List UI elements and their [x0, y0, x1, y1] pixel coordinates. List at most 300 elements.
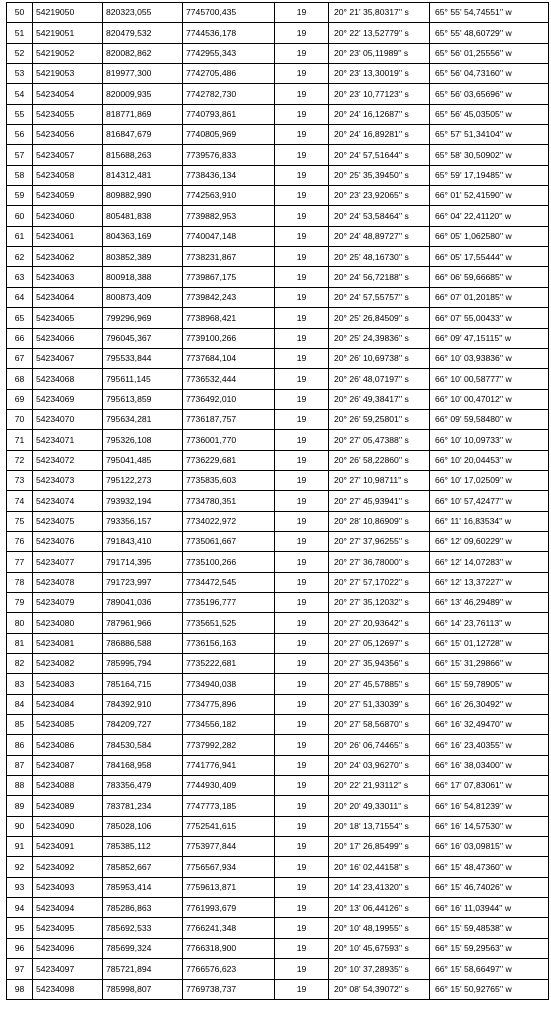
latitude-cell: 20° 27' 45,93941'' s	[329, 491, 430, 511]
utm-zone-cell: 19	[275, 918, 329, 938]
row-number-cell: 84	[7, 694, 33, 714]
point-code-cell: 54234077	[33, 552, 103, 572]
table-row	[7, 287, 549, 307]
latitude-cell: 20° 25' 48,16730'' s	[329, 247, 430, 267]
longitude-cell: 66° 16' 26,30492'' w	[430, 694, 549, 714]
easting-cell: 820082,862	[103, 43, 183, 63]
point-code-cell: 54234092	[33, 857, 103, 877]
latitude-cell: 20° 22' 13,52779'' s	[329, 23, 430, 43]
point-code-cell: 54234083	[33, 674, 103, 694]
longitude-cell: 66° 11' 16,83534'' w	[430, 511, 549, 531]
table-row	[7, 64, 549, 84]
longitude-cell: 66° 15' 31,29866'' w	[430, 654, 549, 674]
easting-cell: 785953,414	[103, 877, 183, 897]
point-code-cell: 54234091	[33, 837, 103, 857]
row-number-cell: 74	[7, 491, 33, 511]
latitude-cell: 20° 10' 48,19955'' s	[329, 918, 430, 938]
latitude-cell: 20° 24' 16,12687'' s	[329, 104, 430, 124]
table-row	[7, 389, 549, 409]
point-code-cell: 54234080	[33, 613, 103, 633]
utm-zone-cell: 19	[275, 267, 329, 287]
easting-cell: 795122,273	[103, 470, 183, 490]
row-number-cell: 81	[7, 633, 33, 653]
point-code-cell: 54219053	[33, 64, 103, 84]
latitude-cell: 20° 10' 45,67593'' s	[329, 938, 430, 958]
northing-cell: 7756567,934	[183, 857, 275, 877]
latitude-cell: 20° 25' 26,84509'' s	[329, 308, 430, 328]
coordinates-table	[6, 2, 549, 1000]
easting-cell: 795041,485	[103, 450, 183, 470]
longitude-cell: 66° 16' 11,03944'' w	[430, 898, 549, 918]
utm-zone-cell: 19	[275, 104, 329, 124]
northing-cell: 7742782,730	[183, 84, 275, 104]
utm-zone-cell: 19	[275, 796, 329, 816]
row-number-cell: 87	[7, 755, 33, 775]
table-row	[7, 409, 549, 429]
longitude-cell: 66° 16' 32,49470'' w	[430, 715, 549, 735]
easting-cell: 785286,863	[103, 898, 183, 918]
latitude-cell: 20° 08' 54,39072'' s	[329, 979, 430, 999]
northing-cell: 7739882,953	[183, 206, 275, 226]
northing-cell: 7745700,435	[183, 3, 275, 23]
point-code-cell: 54234061	[33, 226, 103, 246]
longitude-cell: 66° 07' 01,20185'' w	[430, 287, 549, 307]
utm-zone-cell: 19	[275, 348, 329, 368]
longitude-cell: 66° 10' 00,47012'' w	[430, 389, 549, 409]
easting-cell: 795533,844	[103, 348, 183, 368]
row-number-cell: 70	[7, 409, 33, 429]
utm-zone-cell: 19	[275, 43, 329, 63]
row-number-cell: 95	[7, 918, 33, 938]
utm-zone-cell: 19	[275, 470, 329, 490]
easting-cell: 795634,281	[103, 409, 183, 429]
row-number-cell: 56	[7, 125, 33, 145]
latitude-cell: 20° 24' 57,55757'' s	[329, 287, 430, 307]
northing-cell: 7739867,175	[183, 267, 275, 287]
row-number-cell: 51	[7, 23, 33, 43]
utm-zone-cell: 19	[275, 491, 329, 511]
row-number-cell: 62	[7, 247, 33, 267]
point-code-cell: 54234078	[33, 572, 103, 592]
utm-zone-cell: 19	[275, 776, 329, 796]
table-row	[7, 165, 549, 185]
longitude-cell: 65° 59' 17,19485'' w	[430, 165, 549, 185]
utm-zone-cell: 19	[275, 898, 329, 918]
latitude-cell: 20° 27' 20,93642'' s	[329, 613, 430, 633]
row-number-cell: 52	[7, 43, 33, 63]
table-row	[7, 959, 549, 979]
utm-zone-cell: 19	[275, 959, 329, 979]
longitude-cell: 66° 09' 47,15115'' w	[430, 328, 549, 348]
table-row	[7, 898, 549, 918]
northing-cell: 7734022,972	[183, 511, 275, 531]
easting-cell: 785028,106	[103, 816, 183, 836]
row-number-cell: 72	[7, 450, 33, 470]
northing-cell: 7735061,667	[183, 531, 275, 551]
longitude-cell: 65° 56' 03,65696'' w	[430, 84, 549, 104]
row-number-cell: 71	[7, 430, 33, 450]
northing-cell: 7742705,486	[183, 64, 275, 84]
point-code-cell: 54234066	[33, 328, 103, 348]
row-number-cell: 92	[7, 857, 33, 877]
easting-cell: 786886,588	[103, 633, 183, 653]
table-row	[7, 104, 549, 124]
table-row	[7, 328, 549, 348]
northing-cell: 7734780,351	[183, 491, 275, 511]
utm-zone-cell: 19	[275, 450, 329, 470]
latitude-cell: 20° 17' 26,85499'' s	[329, 837, 430, 857]
point-code-cell: 54234096	[33, 938, 103, 958]
utm-zone-cell: 19	[275, 755, 329, 775]
northing-cell: 7738231,867	[183, 247, 275, 267]
point-code-cell: 54234064	[33, 287, 103, 307]
table-row	[7, 694, 549, 714]
table-row	[7, 796, 549, 816]
longitude-cell: 66° 12' 09,60229'' w	[430, 531, 549, 551]
utm-zone-cell: 19	[275, 572, 329, 592]
row-number-cell: 69	[7, 389, 33, 409]
table-row	[7, 755, 549, 775]
utm-zone-cell: 19	[275, 409, 329, 429]
longitude-cell: 66° 15' 59,48538'' w	[430, 918, 549, 938]
longitude-cell: 66° 16' 03,09815'' w	[430, 837, 549, 857]
row-number-cell: 61	[7, 226, 33, 246]
row-number-cell: 76	[7, 531, 33, 551]
longitude-cell: 65° 57' 51,34104'' w	[430, 125, 549, 145]
northing-cell: 7739100,266	[183, 328, 275, 348]
utm-zone-cell: 19	[275, 613, 329, 633]
longitude-cell: 65° 56' 01,25556'' w	[430, 43, 549, 63]
row-number-cell: 77	[7, 552, 33, 572]
northing-cell: 7735651,525	[183, 613, 275, 633]
row-number-cell: 64	[7, 287, 33, 307]
table-row	[7, 247, 549, 267]
point-code-cell: 54234073	[33, 470, 103, 490]
easting-cell: 820323,055	[103, 3, 183, 23]
easting-cell: 819977,300	[103, 64, 183, 84]
northing-cell: 7735196,777	[183, 592, 275, 612]
point-code-cell: 54234094	[33, 898, 103, 918]
utm-zone-cell: 19	[275, 3, 329, 23]
northing-cell: 7737992,282	[183, 735, 275, 755]
longitude-cell: 66° 05' 1,062580'' w	[430, 226, 549, 246]
table-row	[7, 267, 549, 287]
table-row	[7, 633, 549, 653]
table-row	[7, 654, 549, 674]
latitude-cell: 20° 24' 03,96270'' s	[329, 755, 430, 775]
northing-cell: 7735222,681	[183, 654, 275, 674]
longitude-cell: 66° 15' 48,47360'' w	[430, 857, 549, 877]
latitude-cell: 20° 24' 16,89281'' s	[329, 125, 430, 145]
longitude-cell: 66° 15' 50,92765'' w	[430, 979, 549, 999]
northing-cell: 7766318,900	[183, 938, 275, 958]
latitude-cell: 20° 24' 48,89727'' s	[329, 226, 430, 246]
row-number-cell: 91	[7, 837, 33, 857]
row-number-cell: 79	[7, 592, 33, 612]
table-row	[7, 552, 549, 572]
row-number-cell: 88	[7, 776, 33, 796]
point-code-cell: 54234076	[33, 531, 103, 551]
point-code-cell: 54234089	[33, 796, 103, 816]
table-row	[7, 369, 549, 389]
longitude-cell: 66° 16' 14,57530'' w	[430, 816, 549, 836]
row-number-cell: 82	[7, 654, 33, 674]
point-code-cell: 54234087	[33, 755, 103, 775]
table-row	[7, 877, 549, 897]
latitude-cell: 20° 21' 35,80317'' s	[329, 3, 430, 23]
point-code-cell: 54234063	[33, 267, 103, 287]
utm-zone-cell: 19	[275, 938, 329, 958]
longitude-cell: 66° 16' 23,40355'' w	[430, 735, 549, 755]
table-row	[7, 938, 549, 958]
utm-zone-cell: 19	[275, 247, 329, 267]
point-code-cell: 54234062	[33, 247, 103, 267]
easting-cell: 785721,894	[103, 959, 183, 979]
point-code-cell: 54234095	[33, 918, 103, 938]
utm-zone-cell: 19	[275, 206, 329, 226]
longitude-cell: 66° 10' 17,02509'' w	[430, 470, 549, 490]
utm-zone-cell: 19	[275, 369, 329, 389]
utm-zone-cell: 19	[275, 308, 329, 328]
latitude-cell: 20° 18' 13,71554'' s	[329, 816, 430, 836]
northing-cell: 7737684,104	[183, 348, 275, 368]
northing-cell: 7744536,178	[183, 23, 275, 43]
latitude-cell: 20° 27' 51,33039'' s	[329, 694, 430, 714]
point-code-cell: 54234068	[33, 369, 103, 389]
utm-zone-cell: 19	[275, 552, 329, 572]
utm-zone-cell: 19	[275, 877, 329, 897]
longitude-cell: 66° 15' 58,66497'' w	[430, 959, 549, 979]
row-number-cell: 59	[7, 186, 33, 206]
row-number-cell: 83	[7, 674, 33, 694]
row-number-cell: 50	[7, 3, 33, 23]
utm-zone-cell: 19	[275, 145, 329, 165]
point-code-cell: 54234085	[33, 715, 103, 735]
table-row	[7, 226, 549, 246]
utm-zone-cell: 19	[275, 186, 329, 206]
easting-cell: 791843,410	[103, 531, 183, 551]
latitude-cell: 20° 23' 10,77123'' s	[329, 84, 430, 104]
table-row	[7, 308, 549, 328]
latitude-cell: 20° 27' 37,96255'' s	[329, 531, 430, 551]
northing-cell: 7742563,910	[183, 186, 275, 206]
latitude-cell: 20° 26' 48,07197'' s	[329, 369, 430, 389]
row-number-cell: 67	[7, 348, 33, 368]
point-code-cell: 54234081	[33, 633, 103, 653]
row-number-cell: 90	[7, 816, 33, 836]
latitude-cell: 20° 26' 10,69738'' s	[329, 348, 430, 368]
row-number-cell: 80	[7, 613, 33, 633]
table-row	[7, 43, 549, 63]
table-row	[7, 23, 549, 43]
latitude-cell: 20° 23' 05,11989'' s	[329, 43, 430, 63]
row-number-cell: 85	[7, 715, 33, 735]
latitude-cell: 20° 25' 24,39836'' s	[329, 328, 430, 348]
point-code-cell: 54234084	[33, 694, 103, 714]
easting-cell: 793356,157	[103, 511, 183, 531]
northing-cell: 7741776,941	[183, 755, 275, 775]
table-row	[7, 715, 549, 735]
latitude-cell: 20° 28' 10,86909'' s	[329, 511, 430, 531]
northing-cell: 7766241,348	[183, 918, 275, 938]
latitude-cell: 20° 26' 49,38417'' s	[329, 389, 430, 409]
utm-zone-cell: 19	[275, 226, 329, 246]
point-code-cell: 54234093	[33, 877, 103, 897]
point-code-cell: 54219052	[33, 43, 103, 63]
easting-cell: 814312,481	[103, 165, 183, 185]
utm-zone-cell: 19	[275, 979, 329, 999]
longitude-cell: 66° 15' 46,74026'' w	[430, 877, 549, 897]
latitude-cell: 20° 27' 05,12697'' s	[329, 633, 430, 653]
table-row	[7, 145, 549, 165]
point-code-cell: 54234075	[33, 511, 103, 531]
northing-cell: 7739576,833	[183, 145, 275, 165]
point-code-cell: 54234059	[33, 186, 103, 206]
easting-cell: 800918,388	[103, 267, 183, 287]
row-number-cell: 96	[7, 938, 33, 958]
row-number-cell: 54	[7, 84, 33, 104]
longitude-cell: 66° 13' 46,29489'' w	[430, 592, 549, 612]
latitude-cell: 20° 16' 02,44158'' s	[329, 857, 430, 877]
point-code-cell: 54234072	[33, 450, 103, 470]
easting-cell: 804363,169	[103, 226, 183, 246]
utm-zone-cell: 19	[275, 23, 329, 43]
utm-zone-cell: 19	[275, 816, 329, 836]
row-number-cell: 63	[7, 267, 33, 287]
point-code-cell: 54234056	[33, 125, 103, 145]
point-code-cell: 54234057	[33, 145, 103, 165]
utm-zone-cell: 19	[275, 694, 329, 714]
northing-cell: 7766576,623	[183, 959, 275, 979]
longitude-cell: 66° 10' 00,58777'' w	[430, 369, 549, 389]
northing-cell: 7735835,603	[183, 470, 275, 490]
northing-cell: 7734556,182	[183, 715, 275, 735]
table-row	[7, 918, 549, 938]
easting-cell: 820479,532	[103, 23, 183, 43]
utm-zone-cell: 19	[275, 857, 329, 877]
easting-cell: 795613,859	[103, 389, 183, 409]
easting-cell: 785385,112	[103, 837, 183, 857]
northing-cell: 7734472,545	[183, 572, 275, 592]
longitude-cell: 66° 01' 52,41590'' w	[430, 186, 549, 206]
utm-zone-cell: 19	[275, 511, 329, 531]
point-code-cell: 54234088	[33, 776, 103, 796]
utm-zone-cell: 19	[275, 165, 329, 185]
longitude-cell: 66° 12' 14,07283'' w	[430, 552, 549, 572]
longitude-cell: 66° 12' 13,37227'' w	[430, 572, 549, 592]
table-row	[7, 511, 549, 531]
table-row	[7, 979, 549, 999]
longitude-cell: 66° 07' 55,00433'' w	[430, 308, 549, 328]
longitude-cell: 65° 56' 45,03505'' w	[430, 104, 549, 124]
row-number-cell: 97	[7, 959, 33, 979]
easting-cell: 795611,145	[103, 369, 183, 389]
northing-cell: 7734940,038	[183, 674, 275, 694]
point-code-cell: 54219051	[33, 23, 103, 43]
utm-zone-cell: 19	[275, 287, 329, 307]
northing-cell: 7742955,343	[183, 43, 275, 63]
table-row	[7, 450, 549, 470]
longitude-cell: 65° 56' 04,73160'' w	[430, 64, 549, 84]
latitude-cell: 20° 27' 10,98711'' s	[329, 470, 430, 490]
easting-cell: 799296,969	[103, 308, 183, 328]
point-code-cell: 54234097	[33, 959, 103, 979]
longitude-cell: 65° 55' 48,60729'' w	[430, 23, 549, 43]
longitude-cell: 66° 16' 54,81239'' w	[430, 796, 549, 816]
point-code-cell: 54234090	[33, 816, 103, 836]
table-row	[7, 837, 549, 857]
point-code-cell: 54219050	[33, 3, 103, 23]
point-code-cell: 54234060	[33, 206, 103, 226]
longitude-cell: 66° 09' 59,58480'' w	[430, 409, 549, 429]
easting-cell: 793932,194	[103, 491, 183, 511]
easting-cell: 791714,395	[103, 552, 183, 572]
point-code-cell: 54234069	[33, 389, 103, 409]
table-row	[7, 348, 549, 368]
longitude-cell: 66° 17' 07,83061'' w	[430, 776, 549, 796]
northing-cell: 7747773,185	[183, 796, 275, 816]
longitude-cell: 66° 14' 23,76113'' w	[430, 613, 549, 633]
latitude-cell: 20° 24' 57,51644'' s	[329, 145, 430, 165]
point-code-cell: 54234071	[33, 430, 103, 450]
utm-zone-cell: 19	[275, 654, 329, 674]
easting-cell: 818771,869	[103, 104, 183, 124]
northing-cell: 7736229,681	[183, 450, 275, 470]
easting-cell: 795326,108	[103, 430, 183, 450]
northing-cell: 7736532,444	[183, 369, 275, 389]
table-row	[7, 186, 549, 206]
easting-cell: 785692,533	[103, 918, 183, 938]
utm-zone-cell: 19	[275, 633, 329, 653]
table-row	[7, 735, 549, 755]
longitude-cell: 66° 06' 59,66685'' w	[430, 267, 549, 287]
point-code-cell: 54234098	[33, 979, 103, 999]
row-number-cell: 55	[7, 104, 33, 124]
northing-cell: 7769738,737	[183, 979, 275, 999]
row-number-cell: 89	[7, 796, 33, 816]
latitude-cell: 20° 27' 05,47388'' s	[329, 430, 430, 450]
utm-zone-cell: 19	[275, 531, 329, 551]
point-code-cell: 54234074	[33, 491, 103, 511]
longitude-cell: 65° 55' 54,74551'' w	[430, 3, 549, 23]
row-number-cell: 68	[7, 369, 33, 389]
latitude-cell: 20° 27' 58,56870'' s	[329, 715, 430, 735]
easting-cell: 783356,479	[103, 776, 183, 796]
northing-cell: 7752541,615	[183, 816, 275, 836]
utm-zone-cell: 19	[275, 125, 329, 145]
easting-cell: 784168,958	[103, 755, 183, 775]
longitude-cell: 66° 10' 10,09733'' w	[430, 430, 549, 450]
latitude-cell: 20° 24' 53,58464'' s	[329, 206, 430, 226]
easting-cell: 789041,036	[103, 592, 183, 612]
easting-cell: 820009,935	[103, 84, 183, 104]
row-number-cell: 66	[7, 328, 33, 348]
northing-cell: 7753977,844	[183, 837, 275, 857]
utm-zone-cell: 19	[275, 592, 329, 612]
longitude-cell: 65° 58' 30,50902'' w	[430, 145, 549, 165]
latitude-cell: 20° 26' 06,74465'' s	[329, 735, 430, 755]
easting-cell: 784209,727	[103, 715, 183, 735]
latitude-cell: 20° 24' 56,72188'' s	[329, 267, 430, 287]
latitude-cell: 20° 23' 13,30019'' s	[329, 64, 430, 84]
table-row	[7, 816, 549, 836]
utm-zone-cell: 19	[275, 84, 329, 104]
point-code-cell: 54234065	[33, 308, 103, 328]
northing-cell: 7738968,421	[183, 308, 275, 328]
longitude-cell: 66° 05' 17,55444'' w	[430, 247, 549, 267]
latitude-cell: 20° 22' 21,93112'' s	[329, 776, 430, 796]
northing-cell: 7736001,770	[183, 430, 275, 450]
